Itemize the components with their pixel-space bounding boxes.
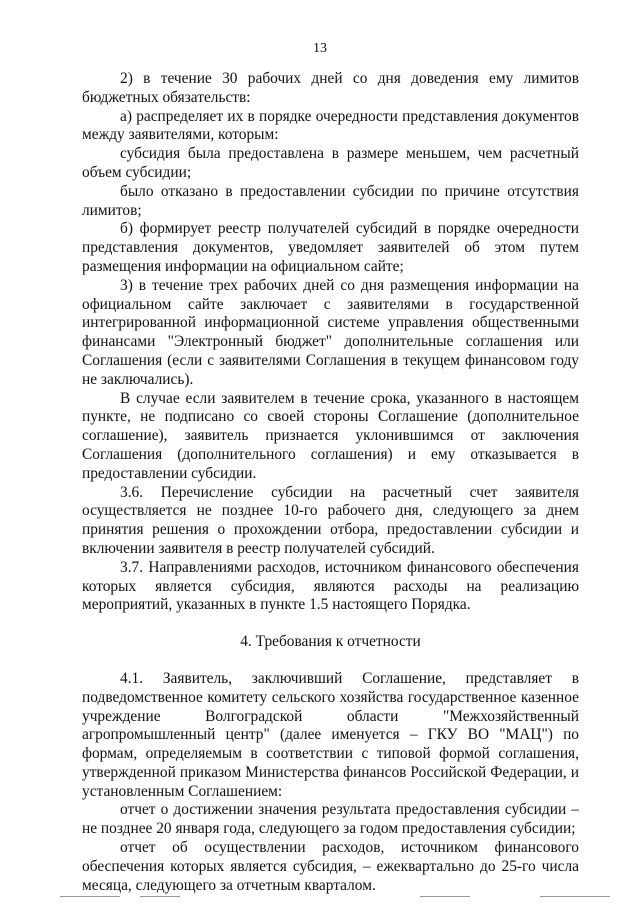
paragraph: 4.1. Заявитель, заключивший Соглашение, представляет в подведомственное комитету сельского хозяйства государственное казенное учреждение Волгоградской области "Межхозяйственный агропромышленный центр" (далее именуется – ГКУ ВО "МАЦ") по формам, определяемым в соответствии с типовой формой соглашения, утвержденной приказом Министерства финансов Российской Федерации, и установленным Соглашением: <box>82 669 579 800</box>
paragraph: 3.6. Перечисление субсидии на расчетный счет заявителя осуществляется не позднее 10-го рабочего дня, следующего за днем принятия решения о прохождении отбора, предоставлении субсидии и включении заявителя в реестр получателей субсидий. <box>82 483 579 557</box>
scan-edge-marks <box>0 896 640 900</box>
paragraph: В случае если заявителем в течение срока, указанного в настоящем пункте, не подписано со своей стороны Соглашение (дополнительное соглашение), заявитель признается уклонившимся от заключения Соглашения (дополнительного соглашения) и ему отказывается в предоставлении субсидии. <box>82 389 579 482</box>
section-heading: 4. Требования к отчетности <box>240 633 421 651</box>
paragraph: было отказано в предоставлении субсидии по причине отсутствия лимитов; <box>82 182 579 219</box>
paragraph: субсидия была предоставлена в размере меньшем, чем расчетный объем субсидии; <box>82 145 579 181</box>
paragraph: 2) в течение 30 рабочих дней со дня доведения ему лимитов бюджетных обязательств: <box>82 70 579 106</box>
paragraph: отчет о достижении значения результата предоставления субсидии – не позднее 20 января года, следующего за годом предоставления субсидии; <box>82 801 579 838</box>
paragraph: 3) в течение трех рабочих дней со дня размещения информации на официальном сайте заключает с заявителями в государственной интегрированной информационной системе управления общественными финансами "Электронный бюджет" дополнительные соглашения или Соглашения (если с заявителями Соглашения в текущем финансовом году не заключались). <box>82 276 579 388</box>
paragraph: отчет об осуществлении расходов, источником финансового обеспечения которых является субсидия, – ежеквартально до 25-го числа месяца, следующего за отчетным кварталом. <box>82 839 579 894</box>
paragraph: 3.7. Направлениями расходов, источником финансового обеспечения которых является субсидия, являются расходы на реализацию мероприятий, указанных в пункте 1.5 настоящего Порядка. <box>82 558 579 614</box>
paragraph: б) формирует реестр получателей субсидий в порядке очередности представления документов, уведомляет заявителей об этом путем размещения информации на официальном сайте; <box>82 220 579 275</box>
paragraph: а) распределяет их в порядке очередности представления документов между заявителями, которым: <box>82 107 579 144</box>
page-number: 13 <box>313 41 327 56</box>
document-body <box>82 70 579 895</box>
